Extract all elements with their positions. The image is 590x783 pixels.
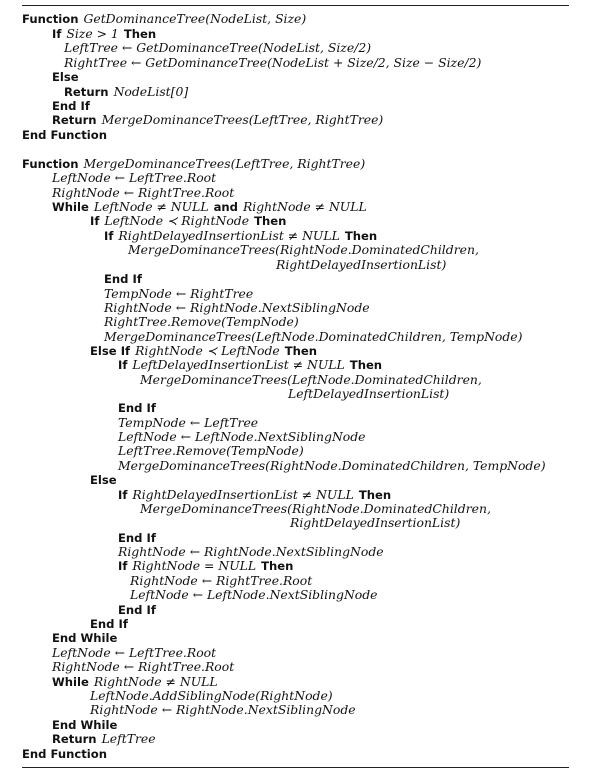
algorithm-line — [118, 444, 304, 458]
keyword: Function — [22, 157, 79, 171]
math-expression: RightNode ← RightNode.NextSiblingNode — [118, 544, 384, 559]
top-rule — [22, 5, 569, 6]
math-expression: LeftNode ← LeftNode.NextSiblingNode — [118, 429, 366, 444]
algorithm-line — [52, 732, 156, 746]
math-expression: LeftTree.Remove(TempNode) — [118, 443, 304, 458]
keyword: If — [90, 214, 100, 228]
math-expression: LeftDelayedInsertionList) — [288, 386, 450, 401]
math-expression: RightNode ← RightNode.NextSiblingNode — [90, 702, 356, 717]
keyword: Return — [64, 85, 109, 99]
keyword: and — [213, 200, 238, 214]
math-expression: Size > 1 — [66, 26, 119, 41]
math-expression: RightNode ← RightTree.Root — [52, 659, 235, 674]
math-expression: RightNode = NULL — [132, 558, 257, 573]
algorithm-line — [52, 171, 216, 185]
math-expression: RightTree ← GetDominanceTree(NodeList + Size/2, Size − Size/2) — [64, 55, 482, 70]
math-expression: LeftTree ← GetDominanceTree(NodeList, Size/2) — [64, 40, 372, 55]
math-expression: LeftTree — [101, 731, 156, 746]
keyword: End If — [104, 272, 142, 286]
math-expression: LeftNode ← LeftTree.Root — [52, 170, 217, 185]
math-expression: MergeDominanceTrees(LeftTree, RightTree) — [101, 112, 384, 127]
math-expression: RightNode ← RightTree.Root — [130, 573, 313, 588]
math-expression: GetDominanceTree(NodeList, Size) — [83, 11, 307, 26]
math-expression: MergeDominanceTrees(LeftTree, RightTree) — [83, 156, 366, 171]
algorithm-line — [288, 387, 449, 401]
algorithm-line — [22, 12, 306, 26]
keyword: End Function — [22, 747, 107, 761]
keyword: If — [118, 559, 128, 573]
math-expression: MergeDominanceTrees(RightNode.DominatedChildren, — [140, 501, 491, 516]
keyword: End If — [90, 617, 128, 631]
algorithm-line — [118, 603, 156, 617]
math-expression: RightNode ≠ NULL — [93, 674, 218, 689]
keyword: While — [52, 200, 89, 214]
algorithm-line — [52, 99, 90, 113]
keyword: End If — [52, 99, 90, 113]
keyword: If — [52, 27, 62, 41]
math-expression: LeftNode ← LeftNode.NextSiblingNode — [130, 587, 378, 602]
math-expression: RightDelayedInsertionList) — [290, 515, 461, 530]
keyword: End If — [118, 531, 156, 545]
keyword: Then — [254, 214, 287, 228]
algorithm-line — [90, 617, 128, 631]
math-expression: RightDelayedInsertionList ≠ NULL — [118, 228, 340, 243]
keyword: Return — [52, 732, 97, 746]
keyword: While — [52, 675, 89, 689]
math-expression: RightNode ≺ LeftNode — [135, 343, 280, 358]
keyword: End If — [118, 603, 156, 617]
algorithm-line — [22, 128, 107, 142]
algorithm-line — [118, 459, 546, 473]
keyword: Function — [22, 12, 79, 26]
math-expression: LeftNode.AddSiblingNode(RightNode) — [90, 688, 333, 703]
math-expression: LeftNode ← LeftTree.Root — [52, 645, 217, 660]
keyword: Else — [52, 70, 79, 84]
bottom-rule — [22, 767, 569, 768]
algorithm-line — [52, 113, 383, 127]
algorithm-line — [90, 703, 356, 717]
algorithm-line — [128, 243, 479, 257]
algorithm-line — [118, 358, 382, 372]
algorithm-line — [90, 214, 286, 228]
keyword: End If — [118, 401, 156, 415]
math-expression: RightNode ≠ NULL — [242, 199, 367, 214]
math-expression: RightNode ← RightTree.Root — [52, 185, 235, 200]
keyword: If — [104, 229, 114, 243]
algorithm-line — [52, 70, 79, 84]
keyword: Then — [358, 488, 392, 502]
math-expression: LeftNode ≺ RightNode — [104, 213, 250, 228]
math-expression: MergeDominanceTrees(RightNode.DominatedChildren, TempNode) — [118, 458, 546, 473]
keyword: Return — [52, 113, 97, 127]
algorithm-line — [64, 85, 188, 99]
algorithm-line — [52, 660, 234, 674]
math-expression: LeftNode ≠ NULL — [93, 199, 209, 214]
math-expression: TempNode ← RightTree — [104, 286, 254, 301]
math-expression: RightTree.Remove(TempNode) — [104, 314, 299, 329]
math-expression: MergeDominanceTrees(LeftNode.DominatedChildren, — [140, 372, 482, 387]
keyword: Then — [123, 27, 157, 41]
keyword: Then — [284, 344, 318, 358]
keyword: End While — [52, 631, 118, 645]
algorithm-line — [52, 631, 117, 645]
keyword: End Function — [22, 128, 107, 142]
algorithm-line — [104, 272, 142, 286]
keyword: If — [118, 488, 128, 502]
keyword: End While — [52, 718, 118, 732]
algorithm-line — [104, 315, 299, 329]
math-expression: MergeDominanceTrees(LeftNode.DominatedChildren, TempNode) — [104, 329, 523, 344]
algorithm-line — [90, 473, 117, 487]
algorithm-line — [64, 41, 371, 55]
math-expression: NodeList[0] — [113, 84, 189, 99]
math-expression: TempNode ← LeftTree — [118, 415, 259, 430]
keyword: Else — [90, 473, 117, 487]
algorithm-line — [64, 56, 481, 70]
algorithm-line — [130, 588, 378, 602]
math-expression: MergeDominanceTrees(RightNode.DominatedChildren, — [128, 242, 479, 257]
keyword: Then — [344, 229, 378, 243]
keyword: Then — [349, 358, 383, 372]
keyword: If — [118, 358, 128, 372]
keyword: Then — [261, 559, 294, 573]
algorithm-line — [118, 559, 293, 573]
math-expression: LeftDelayedInsertionList ≠ NULL — [132, 357, 345, 372]
math-expression: RightDelayedInsertionList ≠ NULL — [132, 487, 354, 502]
algorithm-line — [276, 258, 446, 272]
algorithm-line — [290, 516, 460, 530]
keyword: Else If — [90, 344, 131, 358]
algorithm-line — [118, 401, 156, 415]
math-expression: RightNode ← RightNode.NextSiblingNode — [104, 300, 370, 315]
math-expression: RightDelayedInsertionList) — [276, 257, 447, 272]
algorithm-line — [22, 747, 107, 761]
